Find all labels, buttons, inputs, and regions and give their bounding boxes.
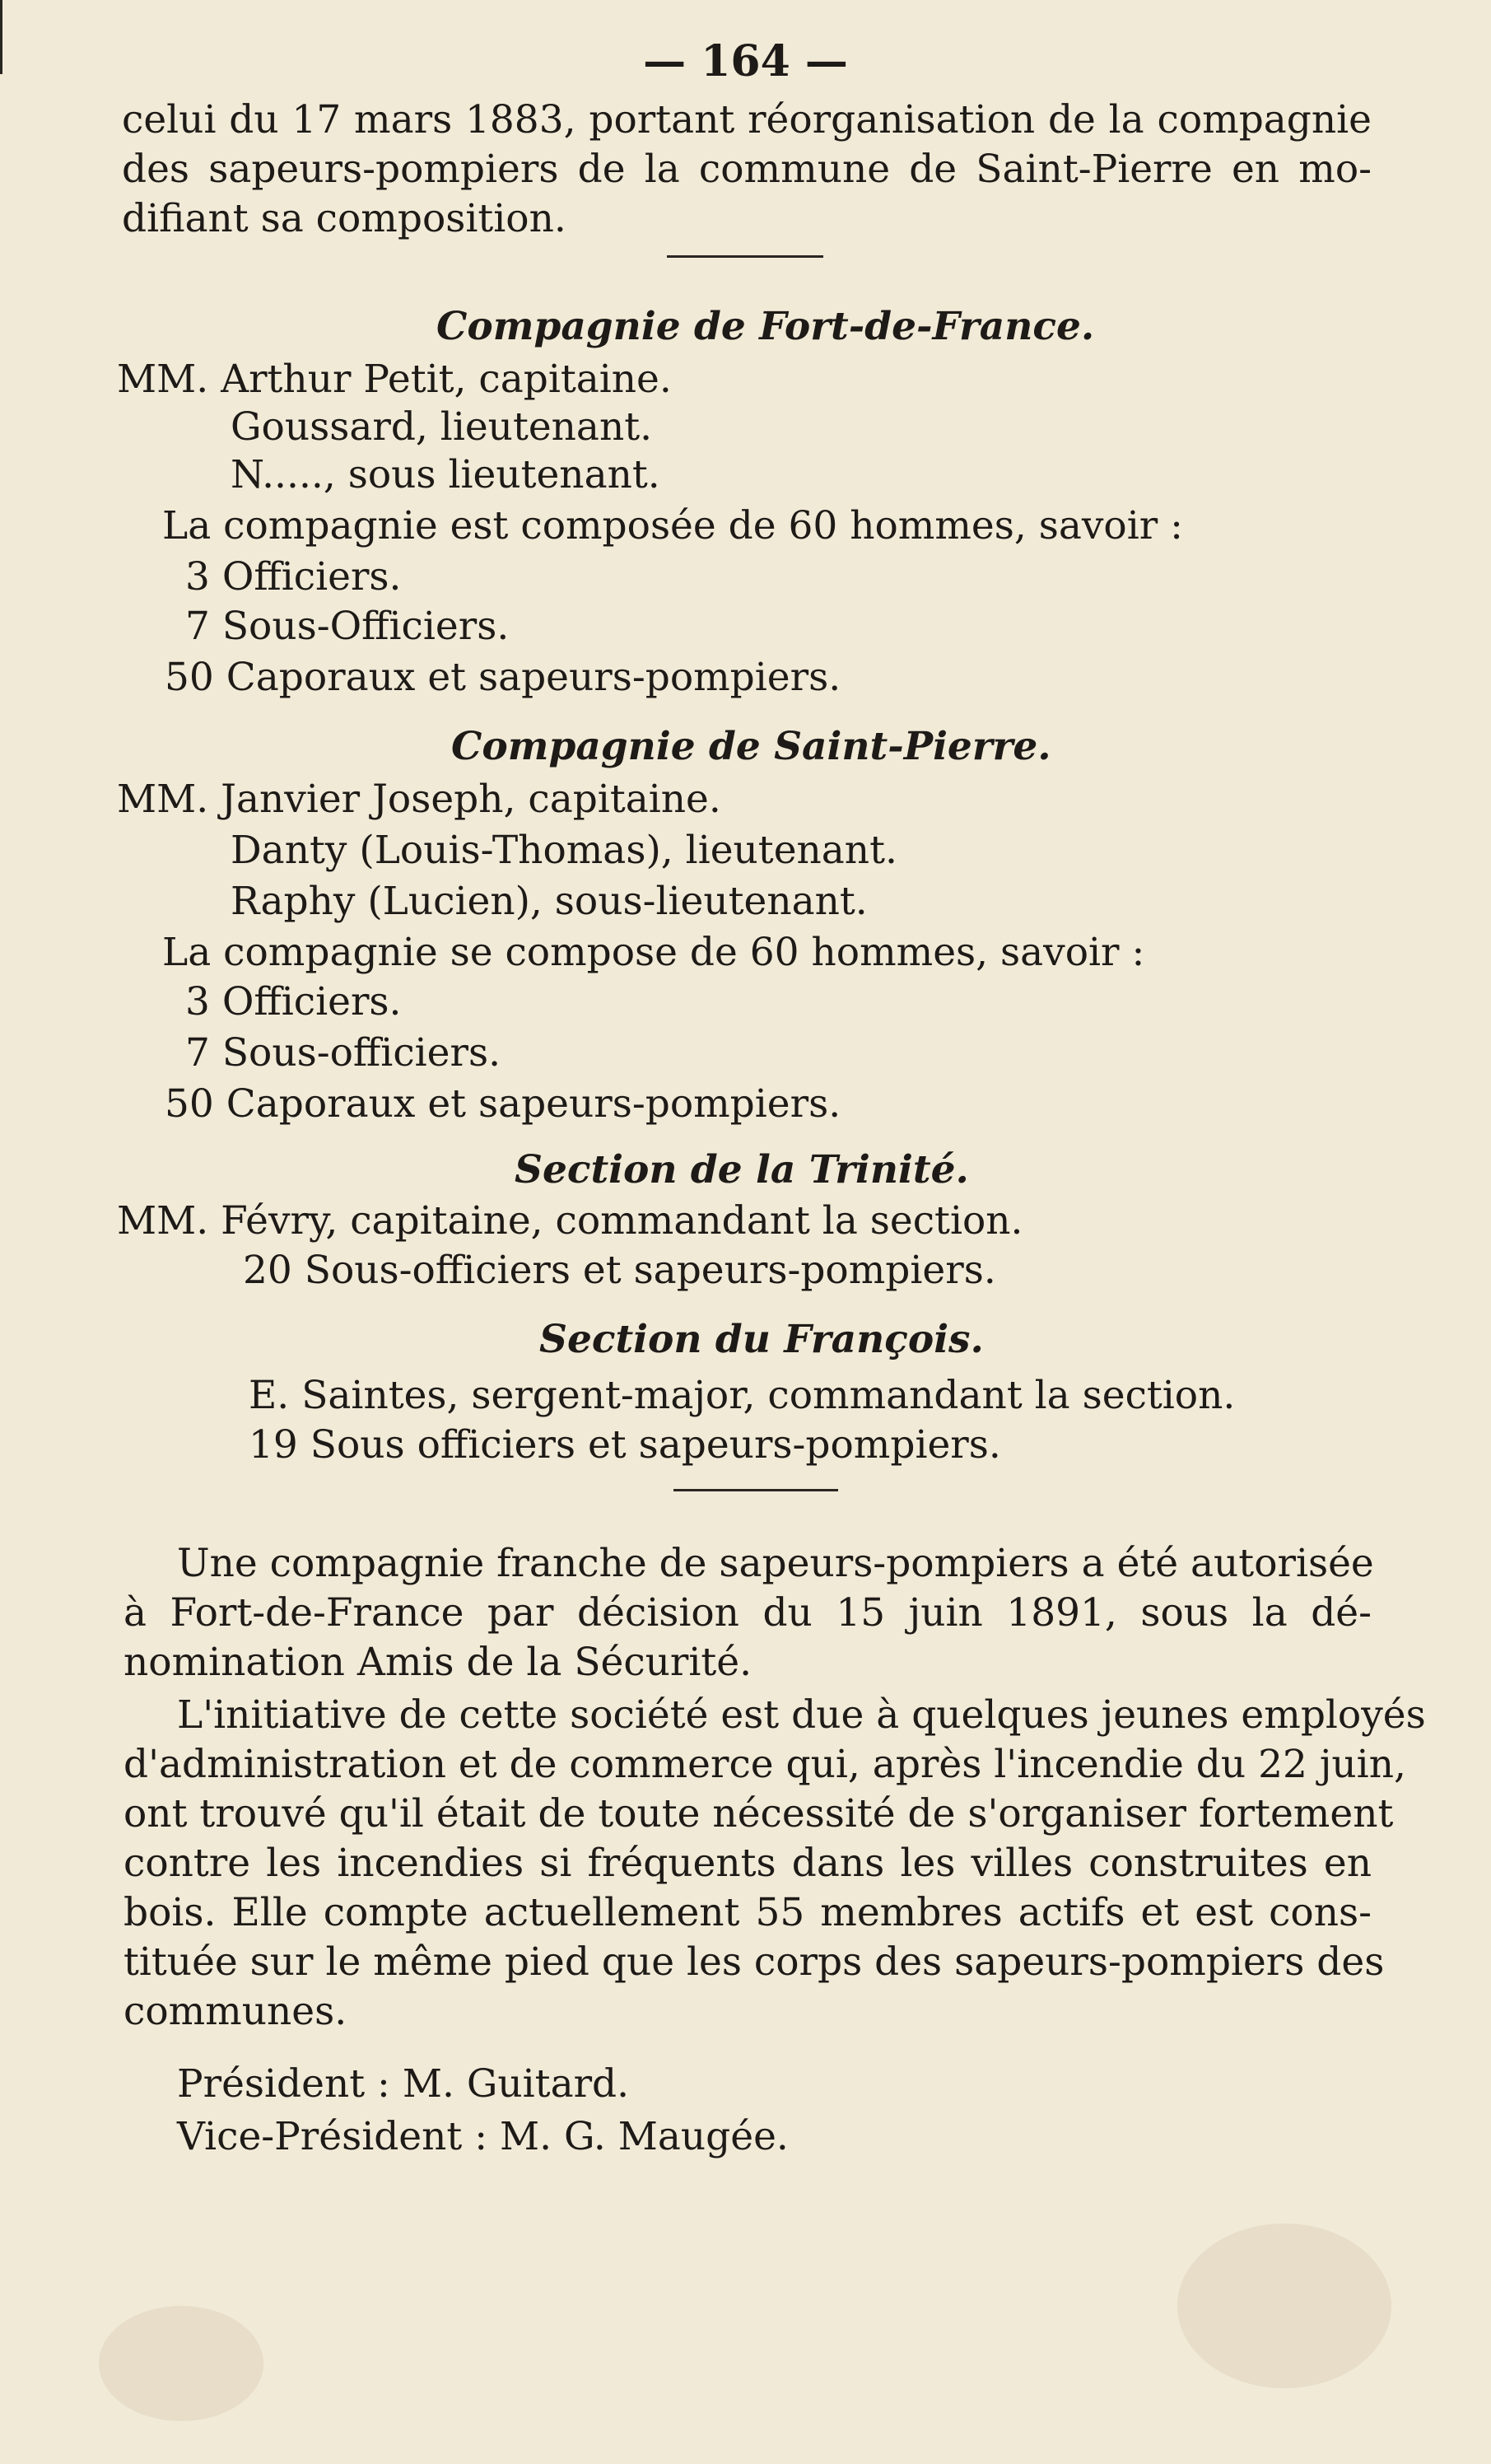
intro-line: des sapeurs-pompiers de la commune de Saint-Pierre en mo- bbox=[122, 147, 1372, 192]
paragraph-line: nomination Amis de la Sécurité. bbox=[123, 1640, 752, 1685]
composition-item: 3 Officiers. bbox=[185, 554, 402, 600]
paper-stain bbox=[1177, 2224, 1391, 2388]
paragraph-line: L'initiative de cette société est due à quelques jeunes employés bbox=[177, 1692, 1426, 1738]
paragraph-line: contre les incendies si fréquents dans les villes construites en bbox=[123, 1841, 1372, 1886]
composition-item: 7 Sous-officiers. bbox=[185, 1030, 501, 1076]
paragraph-line: bois. Elle compte actuellement 55 membres actifs et est cons- bbox=[123, 1890, 1372, 1935]
member-line: MM. Janvier Joseph, capitaine. bbox=[117, 777, 721, 822]
member-line: Danty (Louis-Thomas), lieutenant. bbox=[231, 828, 897, 873]
member-line: MM. Févry, capitaine, commandant la section. bbox=[117, 1198, 1023, 1244]
composition-line: La compagnie se compose de 60 hommes, savoir : bbox=[162, 930, 1145, 975]
member-line: 20 Sous-officiers et sapeurs-pompiers. bbox=[243, 1248, 996, 1293]
section-title-francois: Section du François. bbox=[539, 1317, 984, 1362]
intro-line: celui du 17 mars 1883, portant réorganisation de la compagnie bbox=[122, 97, 1372, 142]
composition-item: 50 Caporaux et sapeurs-pompiers. bbox=[165, 655, 841, 700]
page-number: — 164 — bbox=[643, 36, 848, 86]
paragraph-line: à Fort-de-France par décision du 15 juin 1891, sous la dé- bbox=[123, 1590, 1372, 1636]
member-line: MM. Arthur Petit, capitaine. bbox=[117, 357, 672, 402]
paper-stain bbox=[99, 2306, 263, 2421]
composition-line: La compagnie est composée de 60 hommes, savoir : bbox=[162, 503, 1183, 548]
paragraph-line: d'administration et de commerce qui, après l'incendie du 22 juin, bbox=[123, 1742, 1406, 1787]
composition-item: 50 Caporaux et sapeurs-pompiers. bbox=[165, 1081, 841, 1127]
member-line: Raphy (Lucien), sous-lieutenant. bbox=[231, 879, 868, 924]
paragraph-line: communes. bbox=[123, 1989, 347, 2034]
composition-item: 3 Officiers. bbox=[185, 979, 402, 1024]
intro-line: difiant sa composition. bbox=[122, 196, 566, 241]
member-line: N....., sous lieutenant. bbox=[231, 452, 660, 497]
section-divider bbox=[673, 1489, 838, 1491]
paragraph-line: tituée sur le même pied que les corps des sapeurs-pompiers des bbox=[123, 1939, 1385, 1985]
member-line: E. Saintes, sergent-major, commandant la section. bbox=[249, 1373, 1236, 1418]
president-line: Président : M. Guitard. bbox=[177, 2061, 630, 2107]
section-title-fort-de-france: Compagnie de Fort-de-France. bbox=[436, 304, 1095, 349]
paragraph-line: Une compagnie franche de sapeurs-pompiers a été autorisée bbox=[177, 1541, 1374, 1586]
vice-president-line: Vice-Président : M. G. Maugée. bbox=[177, 2114, 789, 2159]
paragraph-line: ont trouvé qu'il était de toute nécessité de s'organiser fortement bbox=[123, 1791, 1394, 1836]
section-title-saint-pierre: Compagnie de Saint-Pierre. bbox=[451, 724, 1051, 769]
section-divider bbox=[667, 255, 823, 258]
section-title-trinite: Section de la Trinité. bbox=[515, 1147, 969, 1192]
member-line: Goussard, lieutenant. bbox=[231, 404, 653, 450]
member-line: 19 Sous officiers et sapeurs-pompiers. bbox=[249, 1422, 1001, 1468]
composition-item: 7 Sous-Officiers. bbox=[185, 604, 510, 649]
